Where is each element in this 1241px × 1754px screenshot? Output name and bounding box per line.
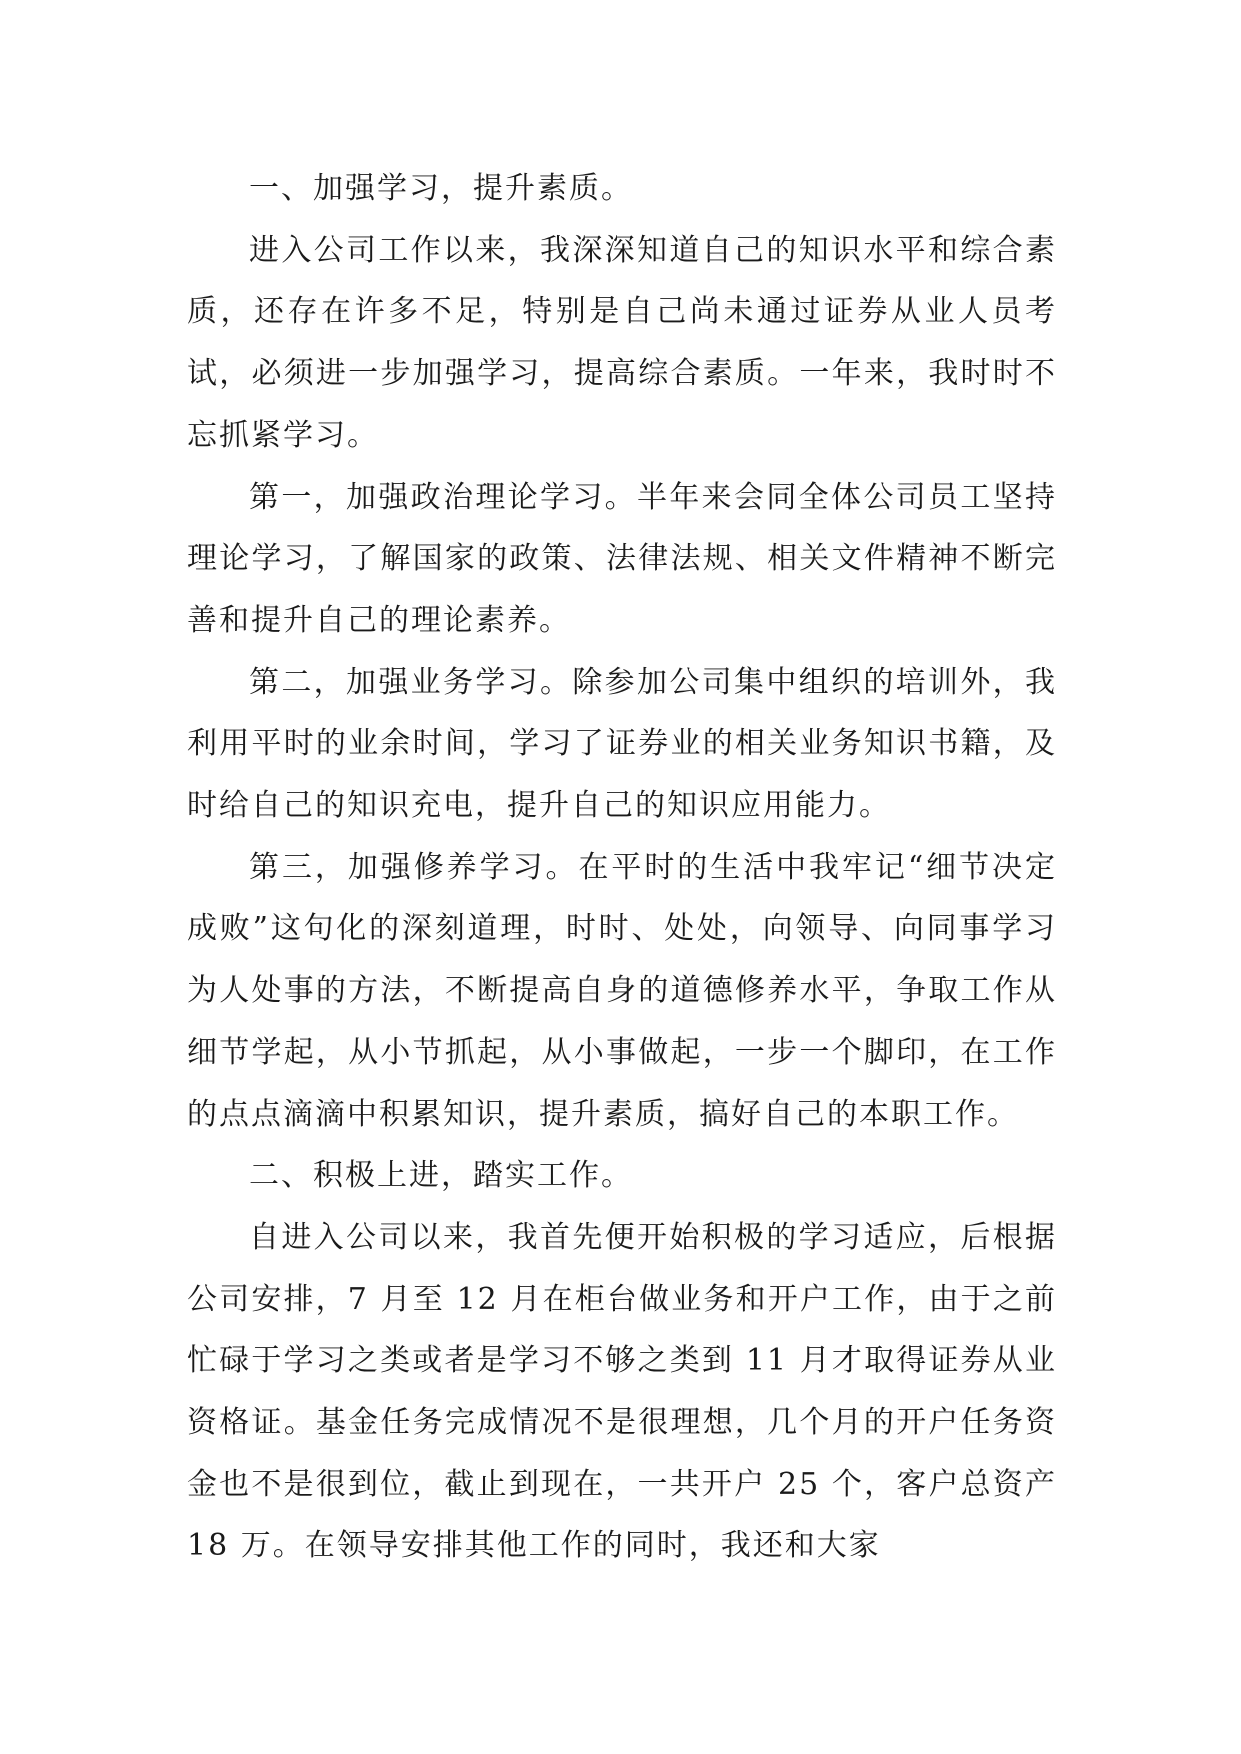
paragraph-third-point: 第三，加强修养学习。在平时的生活中我牢记“细节决定成败”这句化的深刻道理，时时、处处，向领导、向同事学习为人处事的方法，不断提高自身的道德修养水平，争取工作从细节学起，从小节抓起，从小事做起，一步一个脚印，在工作的点点滴滴中积累知识，提升素质，搞好自己的本职工作。 xyxy=(187,849,1057,1132)
section-heading-1: 一、加强学习，提升素质。 xyxy=(249,171,633,206)
document-body xyxy=(187,158,1057,1577)
paragraph-second-point: 第二，加强业务学习。除参加公司集中组织的培训外，我利用平时的业余时间，学习了证券业的相关业务知识书籍，及时给自己的知识充电，提升自己的知识应用能力。 xyxy=(187,664,1057,824)
paragraph-intro: 进入公司工作以来，我深深知道自己的知识水平和综合素质，还存在许多不足，特别是自己尚未通过证券从业人员考试，必须进一步加强学习，提高综合素质。一年来，我时时不忘抓紧学习。 xyxy=(187,232,1057,453)
section-heading-2: 二、积极上进，踏实工作。 xyxy=(249,1158,633,1194)
paragraph-first-point: 第一，加强政治理论学习。半年来会同全体公司员工坚持理论学习，了解国家的政策、法律法规、相关文件精神不断完善和提升自己的理论素养。 xyxy=(187,479,1057,638)
paragraph-work-summary: 自进入公司以来，我首先便开始积极的学习适应，后根据公司安排，7 月至 12 月在柜台做业务和开户工作，由于之前忙碌于学习之类或者是学习不够之类到 11 月才取得证券从业资格证。基金任务完成情况不是很理想，几个月的开户任务资金也不是很到位，截止到现在，一共开户 25 个，客户总资产 18 万。在领导安排其他工作的同时，我还和大家 xyxy=(187,1219,1057,1564)
